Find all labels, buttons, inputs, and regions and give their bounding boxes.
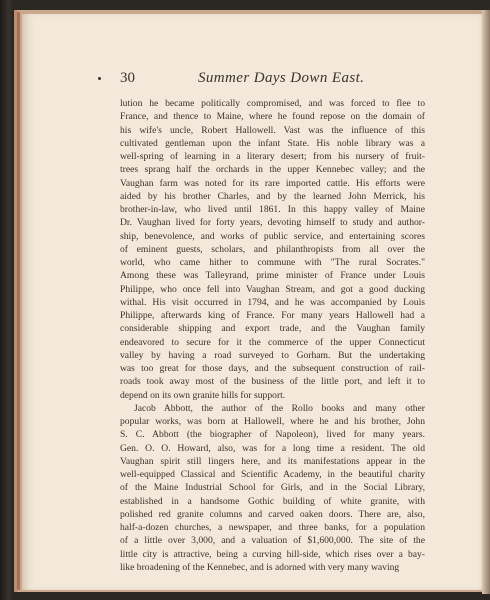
text-line: withal. His visit occurred in 1794, and he was accompanied by Louis	[120, 296, 425, 308]
text-line: Dr. Vaughan lived for forty years, devoting himself to study and author-	[120, 217, 425, 229]
text-line: of the Maine Industrial School for Girls, and in the Social Library,	[120, 482, 425, 494]
text-line: of a little over 3,000, and a valuation of $1,600,000. The site of the	[120, 535, 425, 547]
paragraph	[120, 97, 425, 402]
text-line: world, who came hither to commune with "The rural Socrates."	[120, 257, 425, 268]
text-line: Vaughan farm was noted for its rare imported cattle. His efforts were	[120, 177, 425, 189]
text-line: aided by his brother Charles, and by the learned John Merrick, his	[120, 190, 425, 202]
page-header	[98, 70, 438, 92]
text-line: lution he became politically compromised, and was forced to flee to	[120, 98, 425, 109]
text-line: Gen. O. O. Howard, also, was for a long time a resident. The old	[120, 442, 425, 454]
text-line: brother-in-law, who lived until 1861. In this happy valley of Maine	[120, 204, 425, 215]
text-line: little city is attractive, being a curving hill-side, which rises over a bay-	[120, 548, 425, 560]
text-line: his wife's uncle, Robert Hallowell. Vast was the influence of this	[120, 124, 425, 136]
body-text	[120, 97, 425, 574]
text-line: half-a-dozen churches, a newspaper, and three banks, for a population	[120, 522, 425, 533]
text-line: ship, benevolence, and works of public service, and entertaining scores	[120, 230, 425, 242]
text-line: well-equipped Classical and Scientific Academy, in the beautiful charity	[120, 469, 425, 480]
text-line: of eminent guests, scholars, and philanthropists from all over the	[120, 243, 425, 255]
text-line: Among these was Talleyrand, prime minister of France under Louis	[120, 270, 425, 282]
text-line: S. C. Abbott (the biographer of Napoleon), lived for many years.	[120, 429, 425, 441]
page-number: 30	[120, 70, 135, 86]
text-line: popular works, was born at Hallowell, where he and his brother, John	[120, 416, 425, 427]
text-line: depend on its own granite hills for support.	[120, 389, 286, 401]
text-line: polished red granite columns and carved oaken doors. There are, also,	[120, 508, 425, 520]
text-line: cultivated gentleman upon the infant State. His noble library was a	[120, 137, 425, 149]
text-line: valley by having a road surveyed to Gorham. But the undertaking	[120, 349, 425, 361]
text-line: considerable shipping and export trade, and the Vaughan family	[120, 323, 425, 335]
text-line: Vaughan spirit still lingers here, and its manifestations appear in the	[120, 455, 425, 467]
book-spine	[0, 0, 14, 600]
text-line: France, and thence to Maine, where he found repose on the domain of	[120, 111, 425, 123]
text-line: Philippe, who once fell into Vaughan Stream, and got a good ducking	[120, 283, 425, 295]
text-line: well-spring of learning in a literary desert; from his nursery of fruit-	[120, 151, 425, 162]
text-line: was too great for those days, and the subsequent construction of rail-	[120, 363, 425, 374]
text-line: Jacob Abbott, the author of the Rollo books and many other	[134, 402, 425, 414]
running-head: Summer Days Down East.	[198, 70, 365, 86]
page-edge-stain	[17, 12, 20, 590]
text-line: established in a handsome Gothic building of white granite, with	[120, 495, 425, 507]
text-line: endeavored to secure for it the commerce of the upper Connecticut	[120, 336, 425, 348]
text-line: trees sprang half the orchards in the upper Kennebec valley; and the	[120, 164, 425, 176]
margin-dot-mark	[98, 77, 101, 80]
page-right-edge	[482, 10, 490, 594]
paragraph	[120, 402, 425, 574]
text-line: Philippe, afterwards king of France. For many years Hallowell had a	[120, 310, 425, 321]
text-line: roads took away most of the business of the little port, and left it to	[120, 376, 425, 388]
text-line: like broadening of the Kennebec, and is adorned with very many waving	[120, 561, 400, 573]
